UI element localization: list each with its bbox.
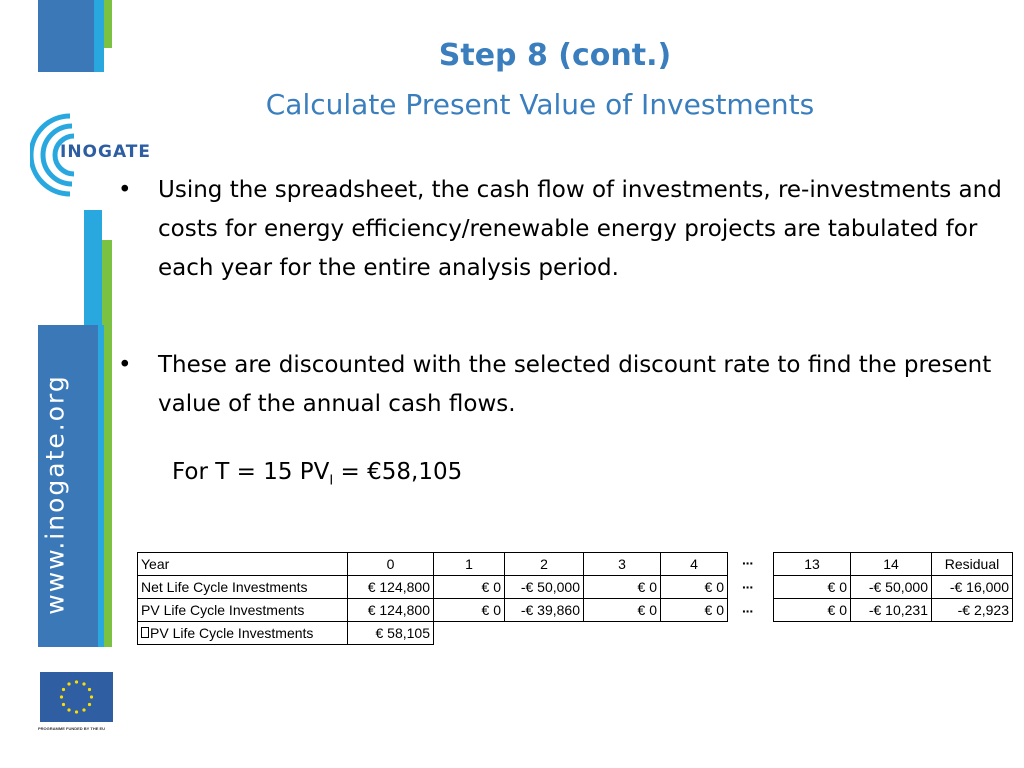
table-row <box>138 576 728 599</box>
table-cell: € 0 <box>434 599 505 622</box>
table-header-row <box>774 553 1013 576</box>
bullet-dot-icon: • <box>118 177 132 203</box>
bullet-item <box>118 171 1008 288</box>
table-row <box>138 622 728 645</box>
table-cell: 1 <box>434 553 505 576</box>
table-cell: -€ 39,860 <box>505 599 584 622</box>
formula-suffix: = €58,105 <box>333 459 463 485</box>
table-cell: € 0 <box>584 576 661 599</box>
pv-formula <box>172 459 462 489</box>
table-cell: € 124,800 <box>348 599 434 622</box>
bullet-item <box>118 346 1008 424</box>
cash-flow-table-right <box>773 552 1013 622</box>
table-cell: 3 <box>584 553 661 576</box>
table-row <box>774 576 1013 599</box>
table-cell: -€ 50,000 <box>505 576 584 599</box>
mid-green-bar <box>102 240 112 325</box>
table-cell-text: PV Life Cycle Investments <box>150 625 314 641</box>
top-green-bar <box>104 0 112 48</box>
logo-text: INOGATE <box>60 142 152 162</box>
mid-light-blue-bar <box>84 210 102 325</box>
table-cell: 2 <box>505 553 584 576</box>
bullet-text: Using the spreadsheet, the cash flow of investments, re-investments and costs for energy efficiency/renewable energy projects are tabulated for each year for the entire analysis period. <box>158 177 1002 281</box>
ellipsis: ··· <box>742 603 753 619</box>
sidebar-green-strip <box>104 325 112 647</box>
table-row <box>138 599 728 622</box>
table-cell: € 124,800 <box>348 576 434 599</box>
eu-caption: PROGRAMME FUNDED BY THE EU <box>38 726 106 731</box>
table-cell <box>138 622 348 645</box>
table-cell: Year <box>138 553 348 576</box>
bullet-dot-icon: • <box>118 352 132 378</box>
table-cell: -€ 2,923 <box>932 599 1013 622</box>
top-blue-bar <box>38 0 94 72</box>
table-cell: Residual <box>932 553 1013 576</box>
formula-prefix: For T = 15 PV <box>172 459 330 485</box>
table-cell: € 0 <box>661 576 728 599</box>
table-cell: -€ 10,231 <box>851 599 932 622</box>
table-cell: 14 <box>851 553 932 576</box>
missing-glyph-icon <box>141 627 149 638</box>
table-cell: Net Life Cycle Investments <box>138 576 348 599</box>
table-row <box>774 599 1013 622</box>
table-cell: -€ 50,000 <box>851 576 932 599</box>
slide-title: Step 8 (cont.) <box>438 38 672 73</box>
table-cell: PV Life Cycle Investments <box>138 599 348 622</box>
ellipsis: ··· <box>742 579 753 595</box>
table-cell: € 0 <box>434 576 505 599</box>
bullet-text: These are discounted with the selected discount rate to find the present value of the annual cash flows. <box>158 352 992 417</box>
table-header-row <box>138 553 728 576</box>
table-cell: € 0 <box>661 599 728 622</box>
slide-subtitle: Calculate Present Value of Investments <box>265 88 815 121</box>
table-cell: 0 <box>348 553 434 576</box>
table-cell: € 58,105 <box>348 622 434 645</box>
eu-flag-icon <box>40 672 113 722</box>
table-cell: 13 <box>774 553 851 576</box>
website-text: www.inogate.org <box>40 374 70 615</box>
table-cell: 4 <box>661 553 728 576</box>
table-cell: € 0 <box>774 599 851 622</box>
table-cell: € 0 <box>774 576 851 599</box>
table-cell: € 0 <box>584 599 661 622</box>
formula-subscript: I <box>329 473 334 489</box>
ellipsis: ··· <box>742 555 753 571</box>
table-cell: -€ 16,000 <box>932 576 1013 599</box>
cash-flow-table-left <box>137 552 728 645</box>
top-light-blue-bar <box>94 0 104 72</box>
